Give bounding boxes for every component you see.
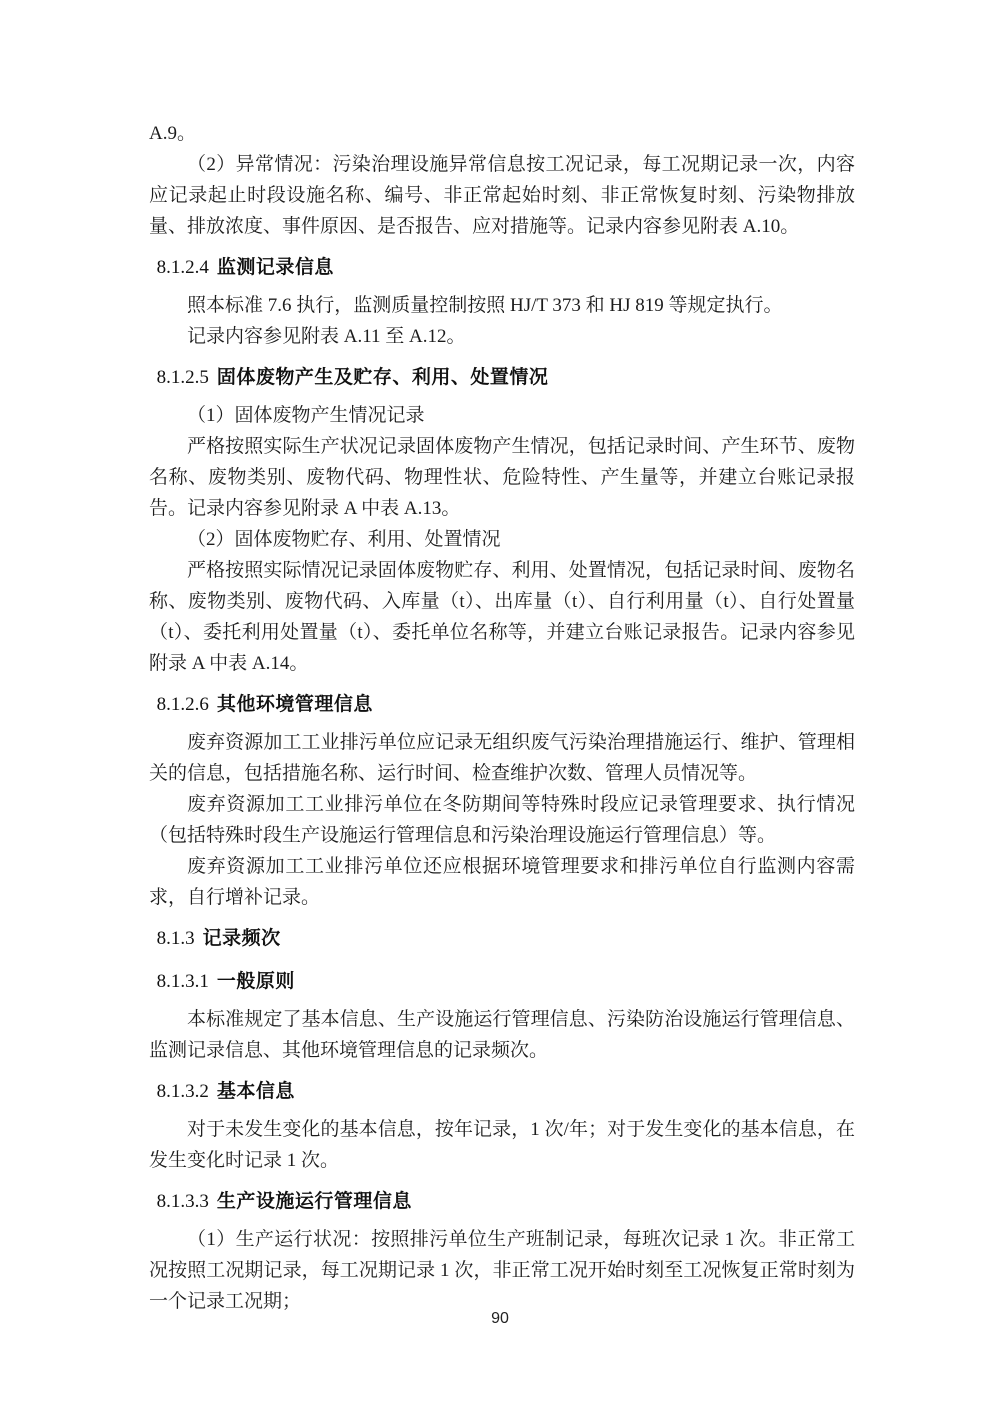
section-number: 8.1.3.2 xyxy=(156,1081,209,1102)
paragraph: （2）固体废物贮存、利用、处置情况 xyxy=(187,529,501,550)
section-title: 其他环境管理信息 xyxy=(216,694,373,715)
paragraph: 记录内容参见附表 A.11 至 A.12。 xyxy=(187,326,466,347)
section-title: 生产设施运行管理信息 xyxy=(216,1191,412,1212)
section-title: 记录频次 xyxy=(202,928,281,949)
section-number: 8.1.2.6 xyxy=(156,694,209,715)
section-heading-8-1-3-2 xyxy=(149,1075,855,1109)
paragraph-continuation: A.9。 xyxy=(149,123,196,144)
section-number: 8.1.3 xyxy=(156,928,195,949)
section-heading-8-1-2-6 xyxy=(149,688,855,722)
page-footer xyxy=(0,1310,1000,1328)
paragraph: （1）生产运行状况：按照排污单位生产班制记录，每班次记录 1 次。非正常工况按照工况期记录，每工况期记录 1 次，非正常工况开始时刻至工况恢复正常时刻为一个记录工况期； xyxy=(149,1229,855,1312)
paragraph: 废弃资源加工工业排污单位还应根据环境管理要求和排污单位自行监测内容需求，自行增补记录。 xyxy=(149,856,855,908)
section-title: 基本信息 xyxy=(216,1081,295,1102)
section-heading-8-1-2-5 xyxy=(149,361,855,395)
section-number: 8.1.3.3 xyxy=(156,1191,209,1212)
paragraph: 照本标准 7.6 执行，监测质量控制按照 HJ/T 373 和 HJ 819 等规定执行。 xyxy=(187,295,783,316)
section-heading-8-1-3-1 xyxy=(149,965,855,999)
document-body xyxy=(149,118,855,1317)
paragraph: 对于未发生变化的基本信息，按年记录，1 次/年；对于发生变化的基本信息，在发生变化时记录 1 次。 xyxy=(149,1119,855,1171)
paragraph: 废弃资源加工工业排污单位在冬防期间等特殊时段应记录管理要求、执行情况（包括特殊时段生产设施运行管理信息和污染治理设施运行管理信息）等。 xyxy=(149,794,855,846)
section-heading-8-1-2-4 xyxy=(149,251,855,285)
paragraph: 本标准规定了基本信息、生产设施运行管理信息、污染防治设施运行管理信息、监测记录信息、其他环境管理信息的记录频次。 xyxy=(149,1009,855,1061)
section-number: 8.1.2.4 xyxy=(156,257,209,278)
paragraph: （2）异常情况：污染治理设施异常信息按工况记录，每工况期记录一次，内容应记录起止时段设施名称、编号、非正常起始时刻、非正常恢复时刻、污染物排放量、排放浓度、事件原因、是否报告、应对措施等。记录内容参见附表 A.10。 xyxy=(149,154,855,237)
paragraph: 严格按照实际生产状况记录固体废物产生情况，包括记录时间、产生环节、废物名称、废物类别、废物代码、物理性状、危险特性、产生量等，并建立台账记录报告。记录内容参见附录 A 中表 A.13。 xyxy=(149,436,855,519)
page-number: 90 xyxy=(491,1310,509,1327)
section-title: 监测记录信息 xyxy=(216,257,334,278)
section-title: 一般原则 xyxy=(216,971,295,992)
paragraph: 严格按照实际情况记录固体废物贮存、利用、处置情况，包括记录时间、废物名称、废物类别、废物代码、入库量（t）、出库量（t）、自行利用量（t）、自行处置量（t）、委托利用处置量（t）、委托单位名称等，并建立台账记录报告。记录内容参见附录 A 中表 A.14。 xyxy=(149,560,855,674)
section-number: 8.1.2.5 xyxy=(156,367,209,388)
paragraph: 废弃资源加工工业排污单位应记录无组织废气污染治理措施运行、维护、管理相关的信息，包括措施名称、运行时间、检查维护次数、管理人员情况等。 xyxy=(149,732,855,784)
section-heading-8-1-3 xyxy=(149,922,855,956)
paragraph: （1）固体废物产生情况记录 xyxy=(187,405,425,426)
section-heading-8-1-3-3 xyxy=(149,1185,855,1219)
section-title: 固体废物产生及贮存、利用、处置情况 xyxy=(216,367,549,388)
section-number: 8.1.3.1 xyxy=(156,971,209,992)
